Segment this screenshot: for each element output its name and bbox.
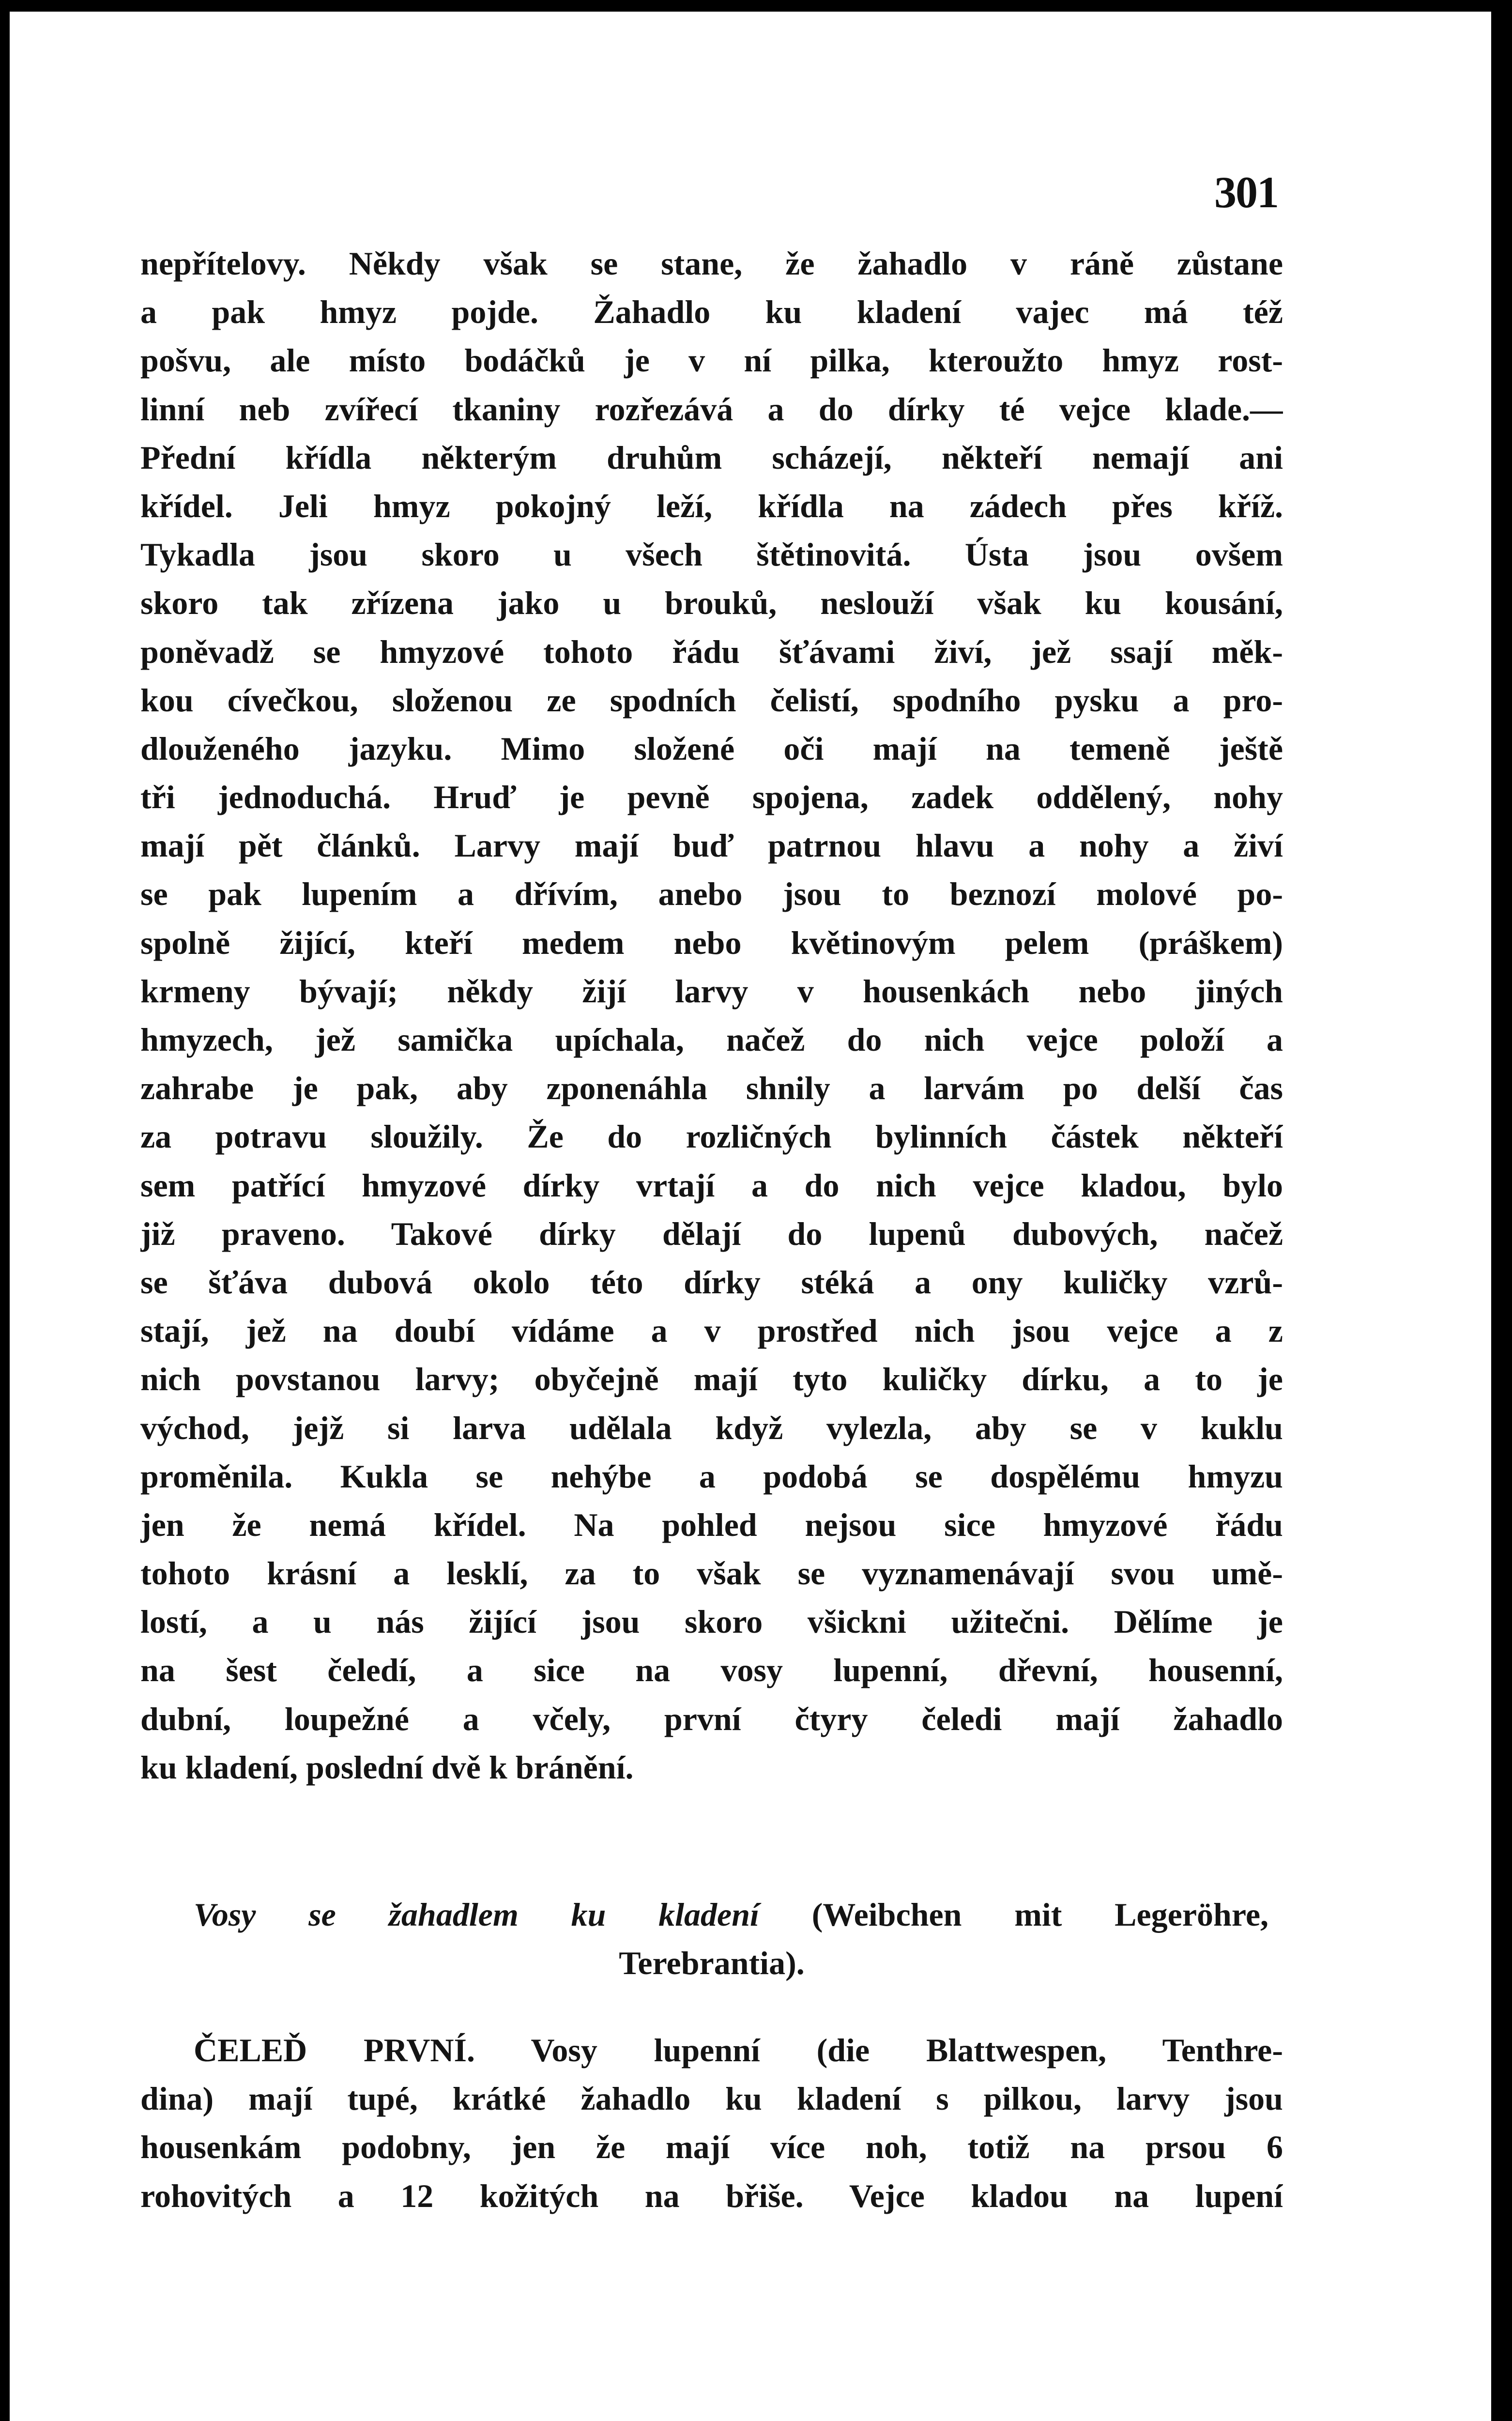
text-line: proměnila. Kukla se nehýbe a podobá se dospělému hmyzu: [140, 1457, 1283, 1495]
text-line: skoro tak zřízena jako u brouků, neslouží však ku kousání,: [140, 584, 1283, 622]
text-line: ku kladení, poslední dvě k bránění.: [140, 1748, 634, 1786]
text-line: nich povstanou larvy; obyčejně mají tyto kuličky dírku, a to je: [140, 1361, 1283, 1398]
book-page: [10, 12, 1491, 2421]
text-line: tři jednoduchá. Hruď je pevně spojena, zadek oddělený, nohy: [140, 779, 1283, 816]
text-line: Přední křídla některým druhům scházejí, někteří nemají ani: [140, 439, 1283, 476]
chapter-line: ČELEĎ PRVNÍ. Vosy lupenní (die Blattwespen, Tenthre-: [194, 2032, 1283, 2069]
text-line: dubní, loupežné a včely, první čtyry čeledi mají žahadlo: [140, 1700, 1283, 1737]
main-paragraph: [140, 239, 1283, 1792]
chapter-line: housenkám podobny, jen že mají více noh, totiž na prsou 6: [140, 2129, 1283, 2166]
text-line: pošvu, ale místo bodáčků je v ní pilka, kteroužto hmyz rost-: [140, 342, 1283, 379]
heading-italic-title: Vosy se žahadlem ku kladení: [194, 1896, 759, 1933]
text-line: poněvadž se hmyzové tohoto řádu šťávami živí, jež ssají měk-: [140, 633, 1283, 670]
text-line: kou cívečkou, složenou ze spodních čelistí, spodního pysku a pro-: [140, 681, 1283, 719]
text-line: lostí, a u nás žijící jsou skoro všickni užitečni. Dělíme je: [140, 1603, 1283, 1640]
heading-line-1: [140, 1890, 1268, 1939]
text-line: za potravu sloužily. Že do rozličných bylinních částek někteří: [140, 1118, 1283, 1155]
text-line: dlouženého jazyku. Mimo složené oči mají na temeně ještě: [140, 730, 1283, 767]
text-line: nepřítelovy. Někdy však se stane, že žahadlo v ráně zůstane: [140, 245, 1283, 282]
text-line: mají pět článků. Larvy mají buď patrnou hlavu a nohy a živí: [140, 827, 1283, 864]
text-line: jen že nemá křídel. Na pohled nejsou sice hmyzové řádu: [140, 1506, 1283, 1543]
text-line: se pak lupením a dřívím, anebo jsou to beznozí molové po-: [140, 875, 1283, 913]
heading-line-2: Terebrantia).: [619, 1945, 805, 1981]
chapter-line: rohovitých a 12 kožitých na břiše. Vejce kladou na lupení: [140, 2177, 1283, 2214]
text-line: východ, jejž si larva udělala když vylezla, aby se v kuklu: [140, 1409, 1283, 1446]
text-line: již praveno. Takové dírky dělají do lupenů dubových, načež: [140, 1215, 1283, 1252]
text-line: a pak hmyz pojde. Žahadlo ku kladení vajec má též: [140, 293, 1283, 331]
section-heading: [140, 1890, 1283, 1987]
text-line: sem patřící hmyzové dírky vrtají a do nich vejce kladou, bylo: [140, 1166, 1283, 1204]
text-line: krmeny bývají; někdy žijí larvy v housenkách nebo jiných: [140, 972, 1283, 1010]
text-line: křídel. Jeli hmyz pokojný leží, křídla na zádech přes kříž.: [140, 487, 1283, 524]
text-line: Tykadla jsou skoro u všech štětinovitá. Ústa jsou ovšem: [140, 536, 1283, 573]
text-line: hmyzech, jež samička upíchala, načež do nich vejce položí a: [140, 1021, 1283, 1058]
text-line: tohoto krásní a lesklí, za to však se vyznamenávají svou umě-: [140, 1555, 1283, 1592]
heading-german-term: (Weibchen mit Legeröhre,: [811, 1896, 1268, 1933]
text-line: stají, jež na doubí vídáme a v prostřed nich jsou vejce a z: [140, 1312, 1283, 1349]
text-line: linní neb zvířecí tkaniny rozřezává a do dírky té vejce klade.—: [140, 390, 1283, 428]
text-line: na šest čeledí, a sice na vosy lupenní, dřevní, housenní,: [140, 1652, 1283, 1689]
chapter-line: dina) mají tupé, krátké žahadlo ku kladení s pilkou, larvy jsou: [140, 2080, 1283, 2117]
text-line: se šťáva dubová okolo této dírky stéká a ony kuličky vzrů-: [140, 1263, 1283, 1301]
page-number: 301: [1214, 168, 1278, 217]
text-line: zahrabe je pak, aby zponenáhla shnily a larvám po delší čas: [140, 1070, 1283, 1107]
text-line: spolně žijící, kteří medem nebo květinovým pelem (práškem): [140, 924, 1283, 961]
chapter-paragraph: [140, 2026, 1283, 2220]
